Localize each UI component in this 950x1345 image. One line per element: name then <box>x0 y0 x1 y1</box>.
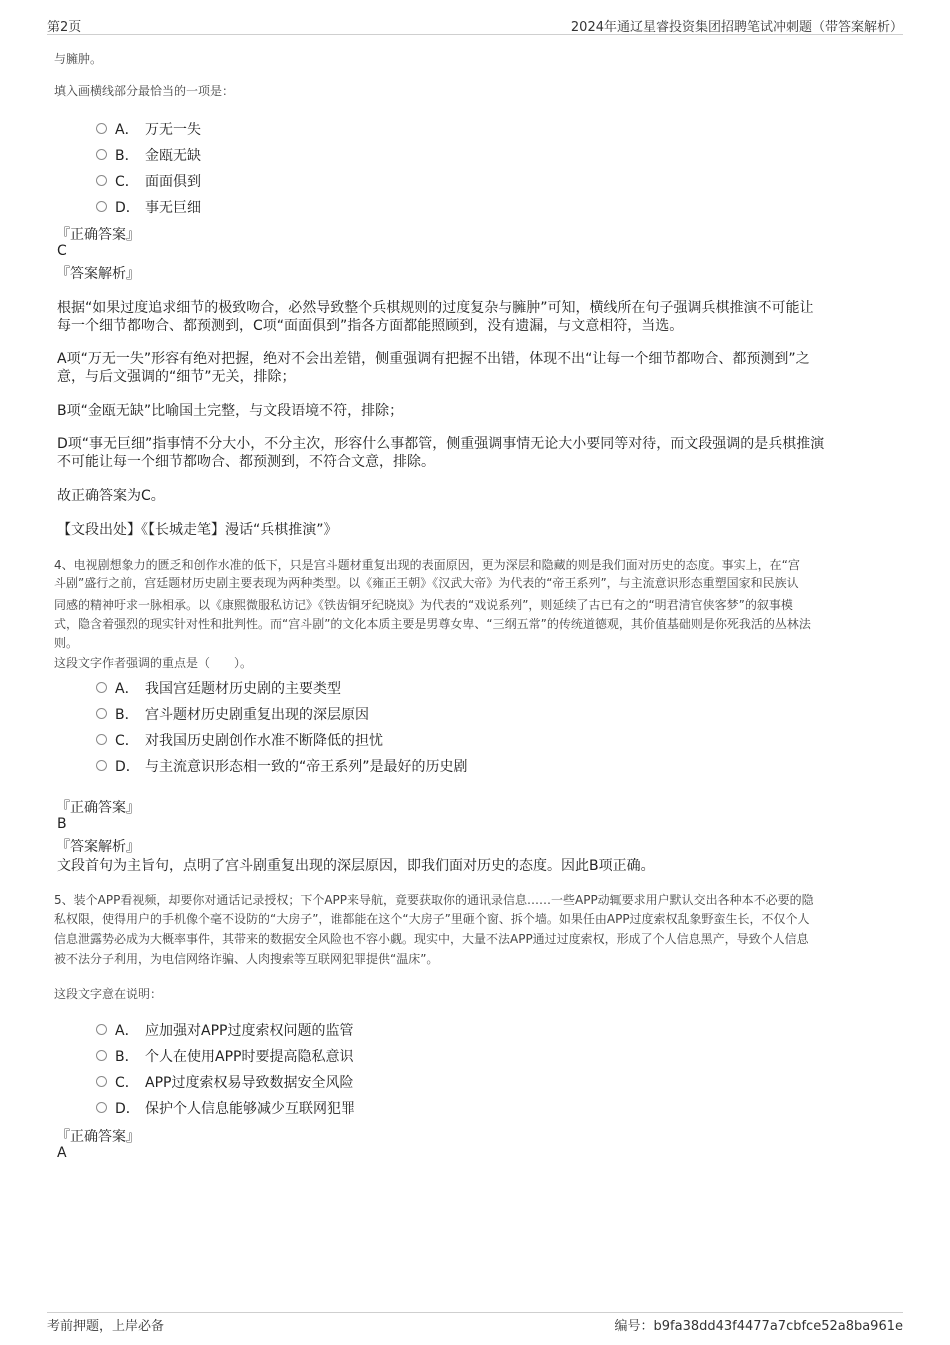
q3-analysis-line: A项“万无一失”形容有绝对把握，绝对不会出差错，侧重强调有把握不出错，体现不出“让每一个细节都吻合、都预测到”之 <box>57 351 810 367</box>
radio-icon[interactable] <box>96 149 107 160</box>
radio-icon[interactable] <box>96 708 107 719</box>
page-footer <box>47 1312 903 1335</box>
q5-stem-line: 私权限，使得用户的手机像个毫不设防的“大房子”，谁都能在这个“大房子”里砸个窗、拆个墙。如果任由APP过度索权乱象野蛮生长，不仅个人 <box>54 912 810 926</box>
document-id: 编号：b9fa38dd43f4477a7cbfce52a8ba961e <box>614 1319 903 1334</box>
q5-stem-line: 5、装个APP看视频，却要你对通话记录授权；下个APP来导航，竟要获取你的通讯录信息……一些APP动辄要求用户默认交出各种本不必要的隐 <box>54 893 814 907</box>
q3-conclusion: 故正确答案为C。 <box>57 488 165 504</box>
q3-stem-continuation: 与臃肿。 <box>54 52 103 66</box>
q3-analysis-label: 『答案解析』 <box>56 266 140 282</box>
q5-prompt: 这段文字意在说明： <box>54 987 163 1001</box>
q3-source: 【文段出处】《【长城走笔】漫话“兵棋推演”》 <box>57 522 338 538</box>
q4-analysis-label: 『答案解析』 <box>56 839 140 855</box>
radio-icon[interactable] <box>96 734 107 745</box>
q4-answer-label: 『正确答案』 <box>56 800 140 816</box>
q4-stem-line: 同感的精神吁求一脉相承。以《康熙微服私访记》《铁齿铜牙纪晓岚》为代表的“戏说系列”，则延续了古已有之的“明君清官侠客梦”的叙事模 <box>54 598 793 612</box>
radio-icon[interactable] <box>96 201 107 212</box>
page-number: 第2页 <box>47 20 82 35</box>
q3-analysis-line: 根据“如果过度追求细节的极致吻合，必然导致整个兵棋规则的过度复杂与臃肿”可知，横线所在句子强调兵棋推演不可能让 <box>57 300 814 316</box>
q3-analysis-line: B项“金瓯无缺”比喻国土完整，与文段语境不符，排除； <box>57 403 404 419</box>
q4-stem-line: 则。 <box>54 636 79 650</box>
q5-answer-label: 『正确答案』 <box>56 1129 140 1145</box>
q3-prompt: 填入画横线部分最恰当的一项是： <box>54 84 235 98</box>
q3-analysis-line: 每一个细节都吻合、都预测到，C项“面面俱到”指各方面都能照顾到，没有遗漏，与文意相符，当选。 <box>57 318 684 334</box>
radio-icon[interactable] <box>96 1024 107 1035</box>
q4-stem-line: 斗剧”盛行之前，宫廷题材历史剧主要表现为两种类型。以《雍正王朝》《汉武大帝》为代表的“帝王系列”，与主流意识形态重塑国家和民族认 <box>54 576 799 590</box>
radio-icon[interactable] <box>96 175 107 186</box>
q4-stem-line: 式，隐含着强烈的现实针对性和批判性。而“宫斗剧”的文化本质主要是男尊女卑、“三纲五常”的传统道德观，其价值基础则是你死我活的丛林法 <box>54 617 811 631</box>
radio-icon[interactable] <box>96 1050 107 1061</box>
radio-icon[interactable] <box>96 682 107 693</box>
radio-icon[interactable] <box>96 123 107 134</box>
q3-answer-label: 『正确答案』 <box>56 227 140 243</box>
q4-stem-line: 4、电视剧想象力的匮乏和创作水准的低下，只是宫斗题材重复出现的表面原因，更为深层和隐藏的则是我们面对历史的态度。事实上，在“宫 <box>54 558 800 572</box>
q3-answer: C <box>57 243 67 259</box>
radio-icon[interactable] <box>96 760 107 771</box>
q3-analysis-line: 不可能让每一个细节都吻合、都预测到，不符合文意，排除。 <box>57 454 435 470</box>
q4-prompt: 这段文字作者强调的重点是（ ）。 <box>54 656 253 670</box>
q5-answer: A <box>57 1145 67 1161</box>
page-header <box>47 14 903 35</box>
footer-slogan: 考前押题，上岸必备 <box>47 1319 165 1334</box>
q5-stem-line: 信息泄露势必成为大概率事件，其带来的数据安全风险也不容小觑。现实中，大量不法APP通过过度索权，形成了个人信息黑产，导致个人信息 <box>54 932 809 946</box>
q3-analysis-line: 意，与后文强调的“细节”无关，排除； <box>57 369 296 385</box>
radio-icon[interactable] <box>96 1076 107 1087</box>
q4-analysis: 文段首句为主旨句，点明了宫斗剧重复出现的深层原因，即我们面对历史的态度。因此B项正确。 <box>57 858 655 874</box>
q5-stem-line: 被不法分子利用，为电信网络诈骗、人肉搜索等互联网犯罪提供“温床”。 <box>54 952 439 966</box>
document-title: 2024年通辽星睿投资集团招聘笔试冲刺题（带答案解析） <box>570 20 903 35</box>
radio-icon[interactable] <box>96 1102 107 1113</box>
q4-answer: B <box>57 816 67 832</box>
q3-analysis-line: D项“事无巨细”指事情不分大小，不分主次，形容什么事都管，侧重强调事情无论大小要同等对待，而文段强调的是兵棋推演 <box>57 436 825 452</box>
